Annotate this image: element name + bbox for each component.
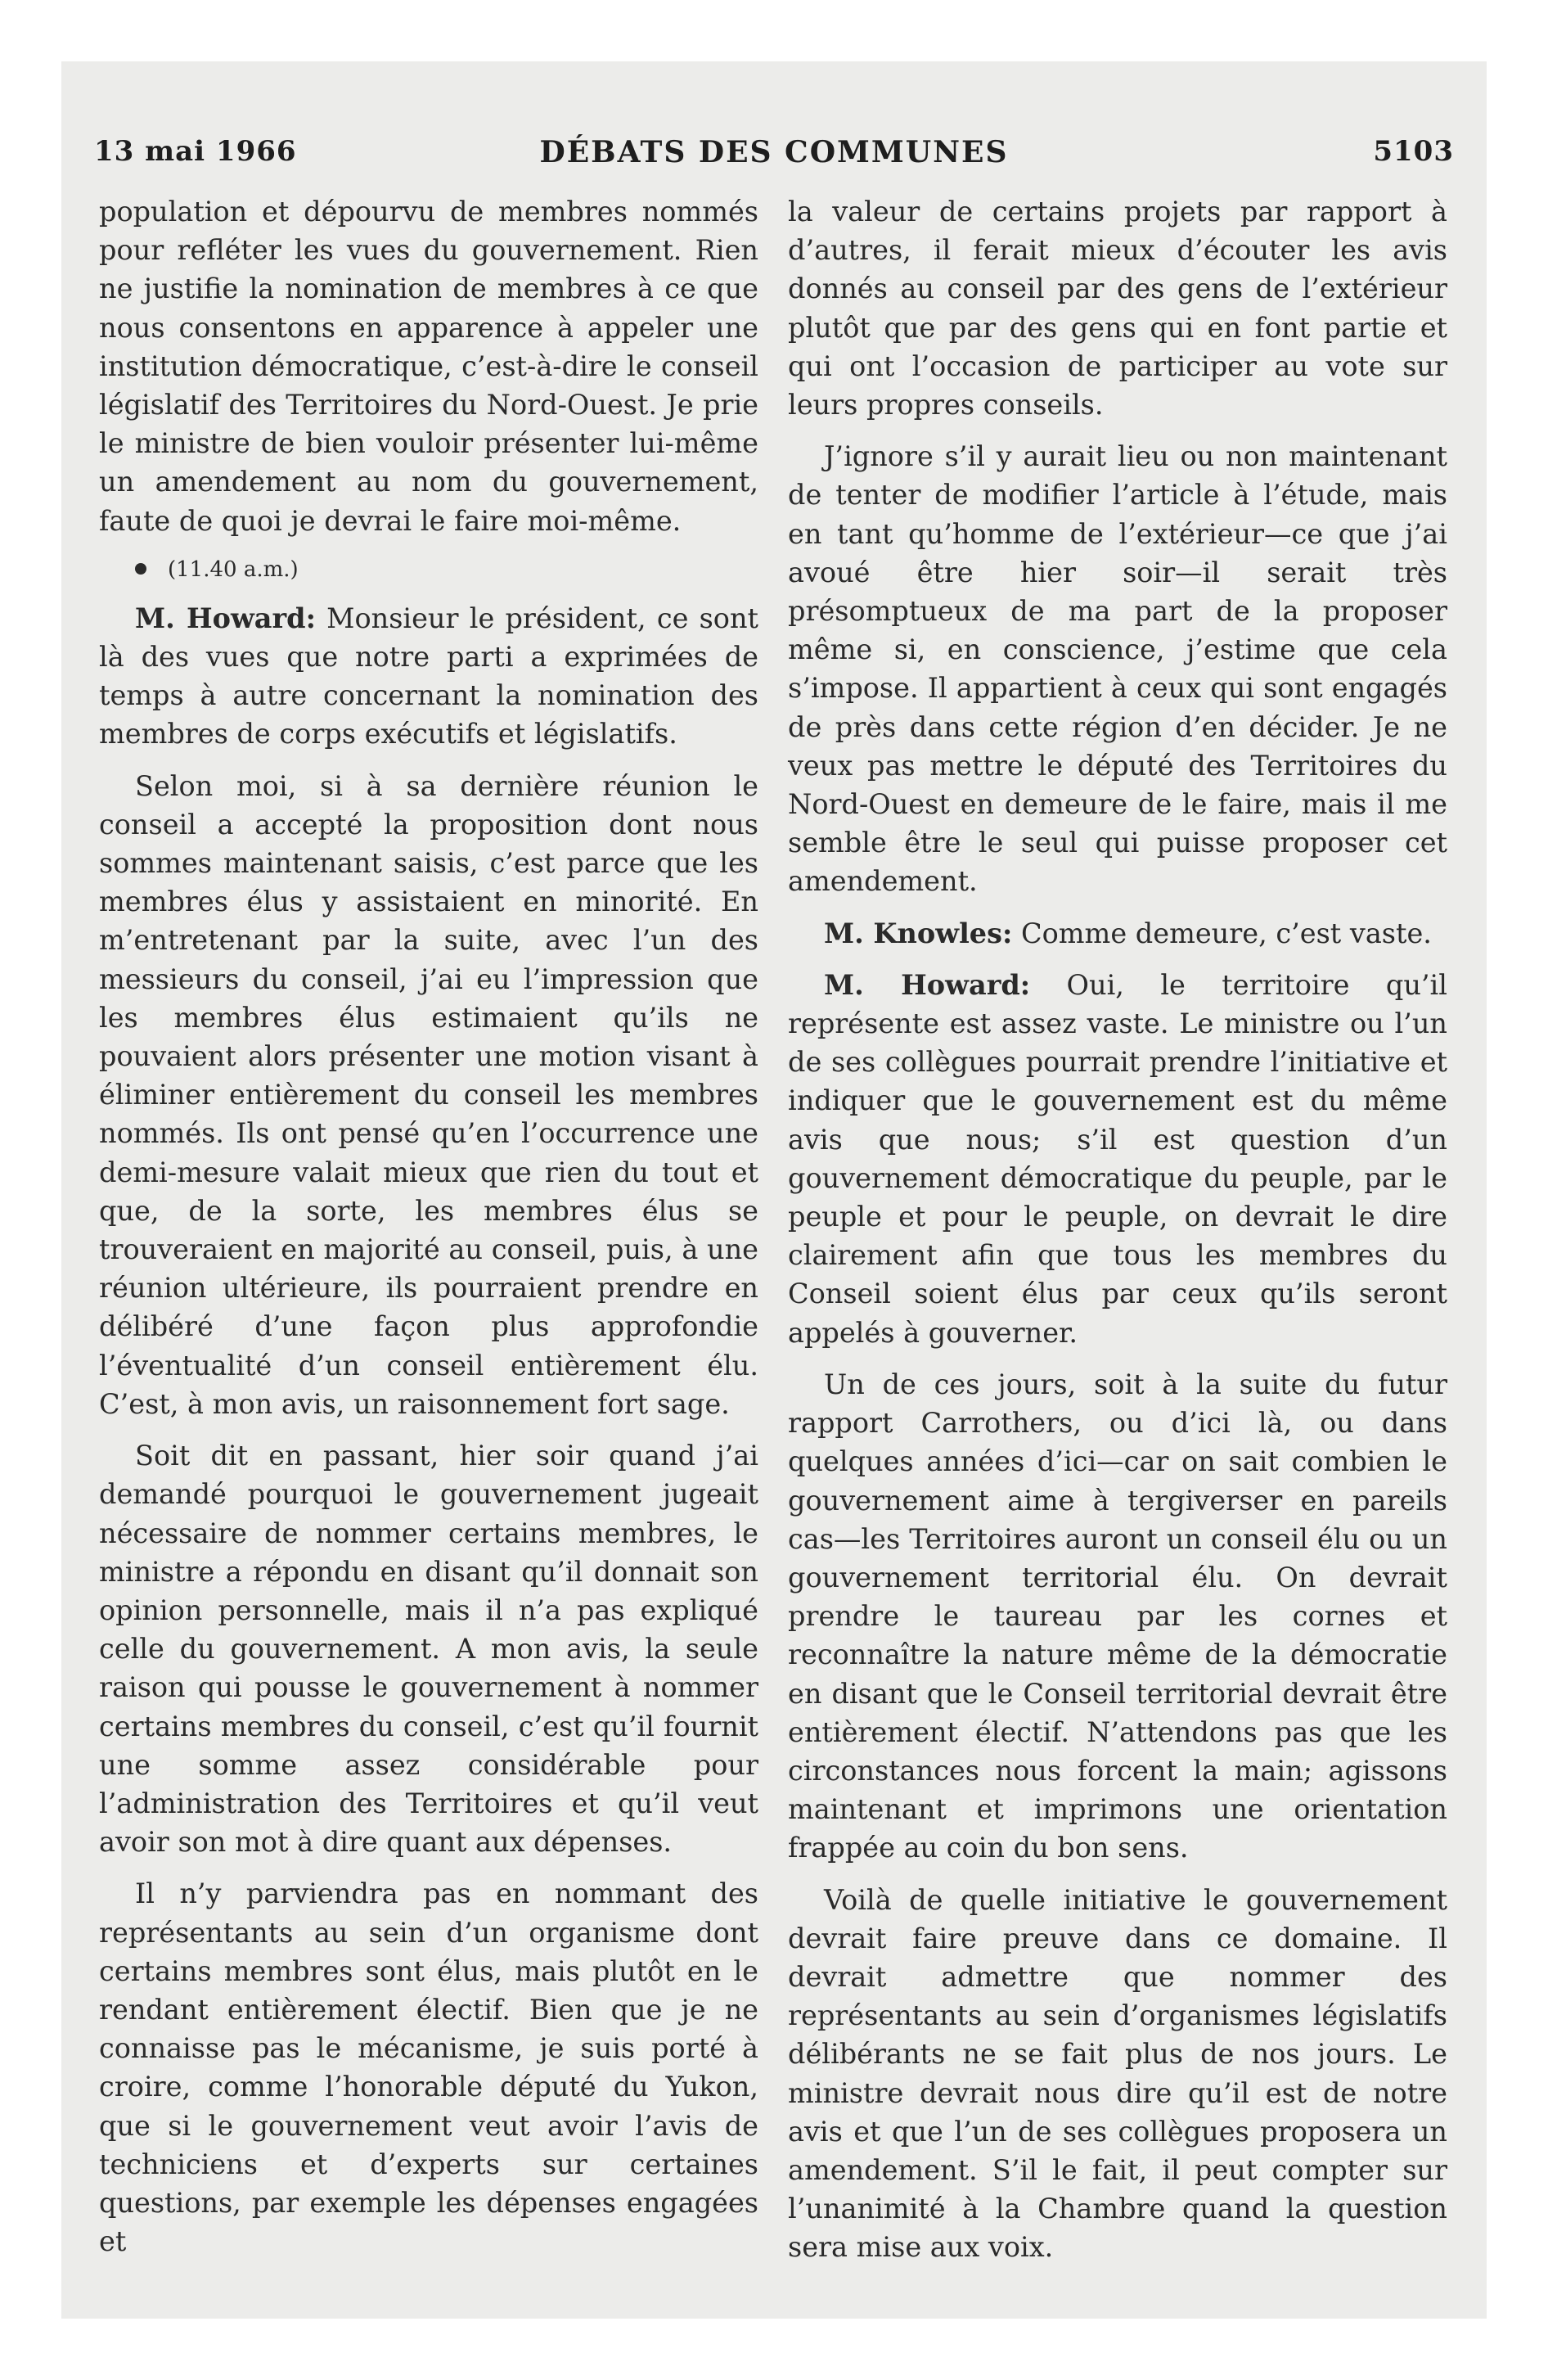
paragraph: la valeur de certains projets par rapport à d’autres, il ferait mieux d’écouter les avis donnés au conseil par des gens de l’extérieur plutôt que par des gens qui en font partie et qui ont l’occasion de participer au vote sur leurs propres conseils. (788, 196, 1447, 421)
paragraph: Un de ces jours, soit à la suite du futur rapport Carrothers, ou d’ici là, ou dans quelques années d’ici—car on sait combien le gouvernement aime à tergiverser en pareils cas—les Territoires auront un conseil élu ou un gouvernement territorial élu. On devrait prendre le taureau par les cornes et reconnaître la nature même de la démocratie en disant que le Conseil territorial devrait être entièrement électif. N’attendons pas que les circonstances nous forcent la main; agissons maintenant et imprimons une orientation frappée au coin du bon sens. (788, 1368, 1447, 1864)
paragraph: population et dépourvu de membres nommés pour refléter les vues du gouvernement. Rien ne justifie la nomination de membres à ce que nous consentons en apparence à appeler une institution démocratique, c’est-à-dire le conseil législatif des Territoires du Nord-Ouest. Je prie le ministre de bien vouloir présenter lui-même un amendement au nom du gouvernement, faute de quoi je devrai le faire moi-même. (99, 196, 758, 537)
bullet-icon (135, 563, 146, 575)
right-column (788, 192, 1447, 2280)
header-title: DÉBATS DES COMMUNES (539, 135, 1009, 169)
left-column (99, 192, 758, 2274)
paragraph: Voilà de quelle initiative le gouvernement devrait faire preuve dans ce domaine. Il devrait admettre que nommer des représentants au sein d’organismes législatifs délibérants ne se fait plus de nos jours. Le ministre devrait nous dire qu’il est de notre avis et que l’un de ses collègues proposera un amendement. S’il le fait, il peut compter sur l’unanimité à la Chambre quand la question sera mise aux voix. (788, 1883, 1447, 2264)
timestamp-text: (11.40 a.m.) (168, 557, 299, 582)
paragraph: Il n’y parviendra pas en nommant des représentants au sein d’un organisme dont certains membres sont élus, mais plutôt en le rendant entièrement électif. Bien que je ne connaisse pas le mécanisme, je suis porté à croire, comme l’honorable député du Yukon, que si le gouvernement veut avoir l’avis de techniciens et d’experts sur certaines questions, par exemple les dépenses engagées et (99, 1877, 758, 2258)
speech-text: Oui, le territoire qu’il représente est assez vaste. Le ministre ou l’un de ses collègues pourrait prendre l’initiative et indiquer que le gouvernement est du même avis que nous; s’il est question d’un gouvernement démocratique du peuple, par le peuple et pour le peuple, on devrait le dire clairement afin que tous les membres du Conseil soient élus par ceux qu’ils seront appelés à gouverner. (788, 968, 1447, 1349)
speech-text: Comme demeure, c’est vaste. (1012, 917, 1432, 949)
speech-text: Monsieur le président, ce sont là des vues que notre parti a exprimées de temps à autre concernant la nomination des membres de corps exécutifs et législatifs. (99, 602, 759, 751)
page-header (94, 135, 1454, 184)
paragraph (788, 966, 1447, 1352)
speaker-name: M. Knowles: (824, 917, 1013, 949)
paragraph: Soit dit en passant, hier soir quand j’ai demandé pourquoi le gouvernement jugeait nécessaire de nommer certains membres, le ministre a répondu en disant qu’il donnait son opinion personnelle, mais il n’a pas expliqué celle du gouvernement. A mon avis, la seule raison qui pousse le gouvernement à nommer certains membres du conseil, c’est qu’il fournit une somme assez considérable pour l’administration des Territoires et qu’il veut avoir son mot à dire quant aux dépenses. (99, 1440, 758, 1859)
paragraph (788, 914, 1447, 953)
paragraph: J’ignore s’il y aurait lieu ou non maintenant de tenter de modifier l’article à l’étude, mais en tant qu’homme de l’extérieur—ce que j’ai avoué être hier soir—il serait très présomptueux de ma part de la proposer même si, en conscience, j’estime que cela s’impose. Il appartient à ceux qui sont engagés de près dans cette région d’en décider. Je ne veux pas mettre le député des Territoires du Nord-Ouest en demeure de le faire, mais il me semble être le seul qui puisse proposer cet amendement. (788, 440, 1447, 898)
page-sheet (61, 61, 1487, 2319)
header-page-number: 5103 (1373, 135, 1454, 168)
header-date: 13 mai 1966 (94, 135, 297, 168)
speaker-name: M. Howard: (824, 968, 1031, 1001)
timestamp (99, 553, 758, 586)
speaker-name: M. Howard: (135, 602, 316, 634)
paragraph: Selon moi, si à sa dernière réunion le conseil a accepté la proposition dont nous sommes maintenant saisis, c’est parce que les membres élus y assistaient en minorité. En m’entretenant par la suite, avec l’un des messieurs du conseil, j’ai eu l’impression que les membres élus estimaient qu’ils ne pouvaient alors présenter une motion visant à éliminer entièrement du conseil les membres nommés. Ils ont pensé qu’en l’occurrence une demi-mesure valait mieux que rien du tout et que, de la sorte, les membres élus se trouveraient en majorité au conseil, puis, à une réunion ultérieure, ils pourraient prendre en délibéré d’une façon plus approfondie l’éventualité d’un conseil entièrement élu. C’est, à mon avis, un raisonnement fort sage. (99, 769, 758, 1420)
paragraph (99, 599, 758, 754)
